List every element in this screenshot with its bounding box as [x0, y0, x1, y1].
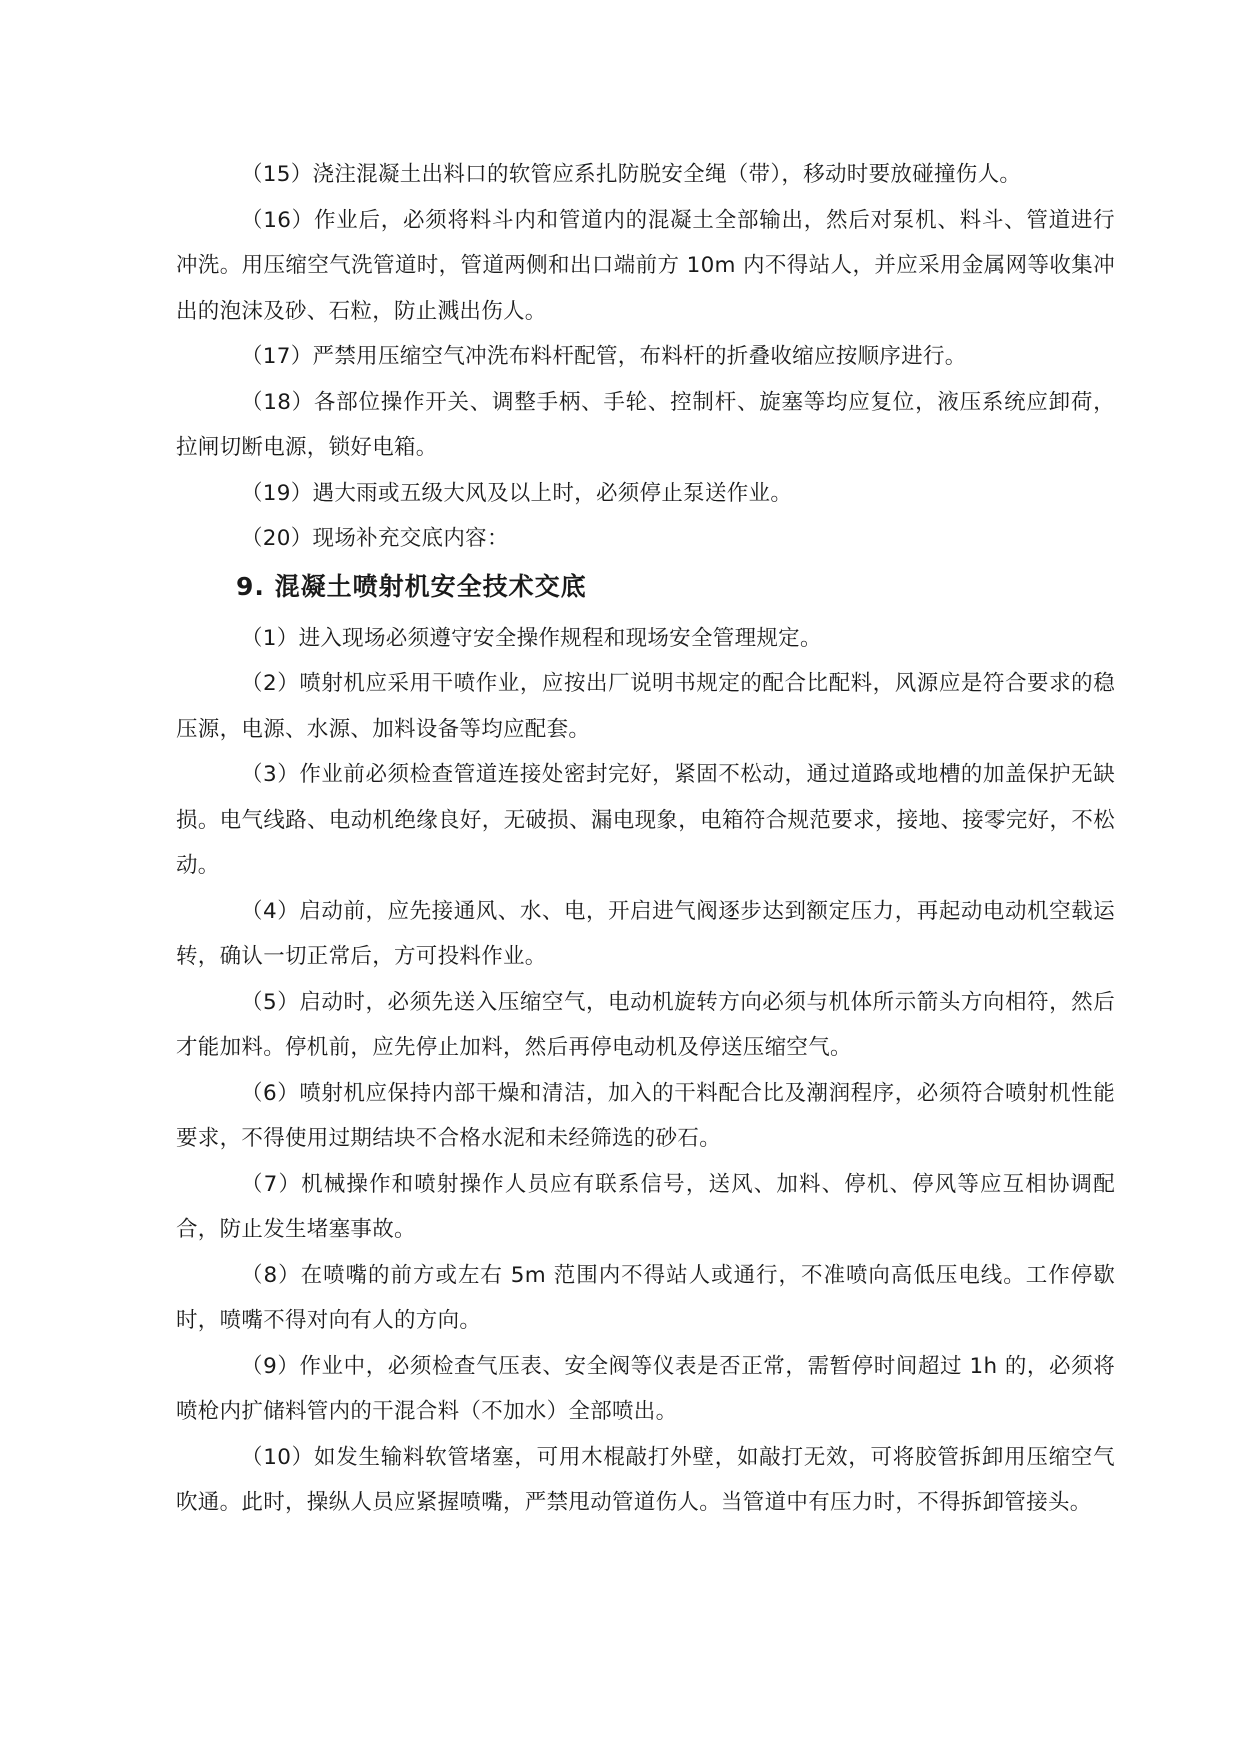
paragraph-15: （15）浇注混凝土出料口的软管应系扎防脱安全绳（带），移动时要放碰撞伤人。	[241, 162, 1022, 187]
paragraph-19: （19）遇大雨或五级大风及以上时，必须停止泵送作业。	[241, 480, 793, 506]
item-7: （7）机械操作和喷射操作人员应有联系信号，送风、加料、停机、停风等应互相协调配合，防止发生堵塞事故。	[176, 1171, 1115, 1242]
item-1: （1）进入现场必须遵守安全操作规程和现场安全管理规定。	[241, 625, 822, 651]
item-5: （5）启动时，必须先送入压缩空气，电动机旋转方向必须与机体所示箭头方向相符，然后才能加料。停机前，应先停止加料，然后再停电动机及停送压缩空气。	[176, 989, 1115, 1060]
item-9: （9）作业中，必须检查气压表、安全阀等仪表是否正常，需暂停时间超过 1h 的，必须将喷枪内扩储料管内的干混合料（不加水）全部喷出。	[176, 1353, 1115, 1424]
paragraph-20: （20）现场补充交底内容：	[241, 526, 509, 551]
paragraph-16: （16）作业后，必须将料斗内和管道内的混凝土全部输出，然后对泵机、料斗、管道进行冲洗。用压缩空气洗管道时，管道两侧和出口端前方 10m 内不得站人，并应采用金属网等收集冲出的泡沫及砂、石粒，防止溅出伤人。	[176, 207, 1115, 324]
item-6: （6）喷射机应保持内部干燥和清洁，加入的干料配合比及潮润程序，必须符合喷射机性能要求，不得使用过期结块不合格水泥和未经筛选的砂石。	[176, 1080, 1115, 1151]
item-2: （2）喷射机应采用干喷作业，应按出厂说明书规定的配合比配料，风源应是符合要求的稳压源，电源、水源、加料设备等均应配套。	[176, 671, 1115, 742]
item-3: （3）作业前必须检查管道连接处密封完好，紧固不松动，通过道路或地槽的加盖保护无缺损。电气线路、电动机绝缘良好，无破损、漏电现象，电箱符合规范要求，接地、接零完好，不松动。	[176, 762, 1115, 878]
item-4: （4）启动前，应先接通风、水、电，开启进气阀逐步达到额定压力，再起动电动机空载运转，确认一切正常后，方可投料作业。	[176, 898, 1115, 969]
paragraph-17: （17）严禁用压缩空气冲洗布料杆配管，布料杆的折叠收缩应按顺序进行。	[241, 344, 967, 369]
section-heading: 9. 混凝土喷射机安全技术交底	[236, 571, 587, 601]
item-8: （8）在喷嘴的前方或左右 5m 范围内不得站人或通行，不准喷向高低压电线。工作停歇时，喷嘴不得对向有人的方向。	[176, 1262, 1115, 1333]
paragraph-18: （18）各部位操作开关、调整手柄、手轮、控制杆、旋塞等均应复位，液压系统应卸荷，拉闸切断电源，锁好电箱。	[176, 389, 1115, 460]
item-10: （10）如发生输料软管堵塞，可用木棍敲打外壁，如敲打无效，可将胶管拆卸用压缩空气吹通。此时，操纵人员应紧握喷嘴，严禁甩动管道伤人。当管道中有压力时，不得拆卸管接头。	[176, 1444, 1115, 1515]
